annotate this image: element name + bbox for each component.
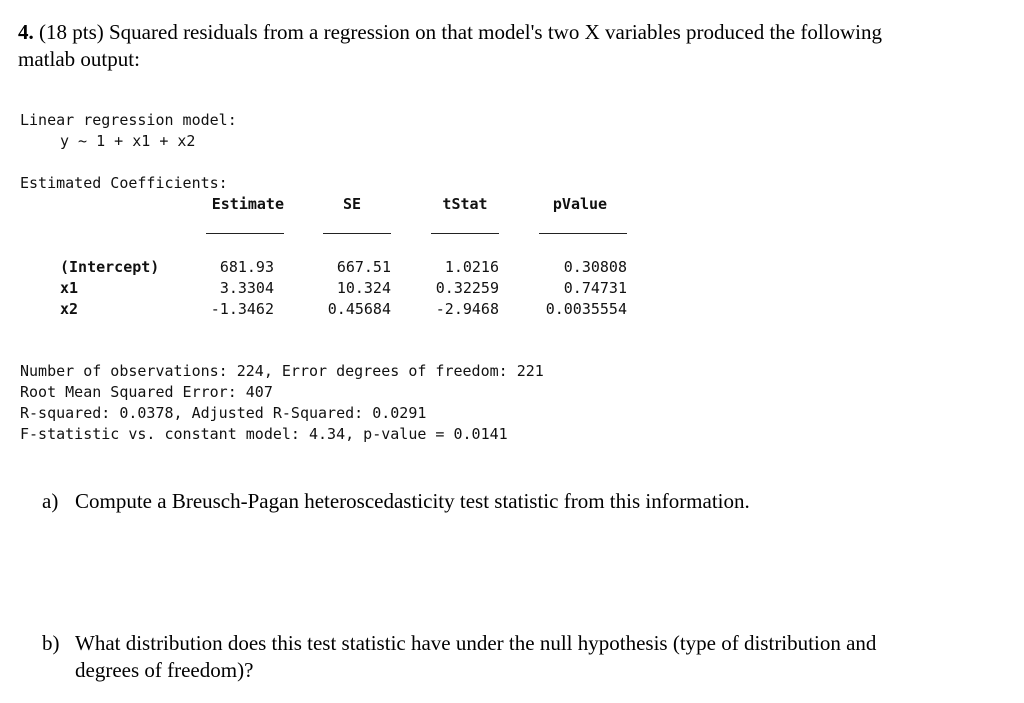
question-text-line2: matlab output:: [18, 47, 140, 71]
cell-tstat: -2.9468: [435, 300, 499, 318]
cell-pvalue: 0.0035554: [545, 300, 627, 318]
column-header-pvalue: pValue: [552, 195, 608, 213]
coefficients-title: Estimated Coefficients:: [20, 174, 228, 192]
row-label-intercept: (Intercept): [60, 258, 160, 276]
model-title: Linear regression model:: [20, 111, 237, 129]
column-header-estimate: Estimate: [211, 195, 284, 213]
part-b-label: b): [42, 631, 60, 655]
cell-tstat: 0.32259: [435, 279, 499, 297]
cell-estimate: 681.93: [219, 258, 274, 276]
stat-observations: Number of observations: 224, Error degrees of freedom: 221: [20, 362, 544, 380]
question-text-line1: Squared residuals from a regression on that model's two X variables produced the following: [109, 20, 883, 44]
question-number: 4.: [18, 20, 34, 44]
part-a-label: a): [42, 489, 59, 513]
column-rule-tstat: [431, 233, 499, 234]
model-formula: y ~ 1 + x1 + x2: [60, 132, 196, 150]
cell-se: 0.45684: [327, 300, 391, 318]
column-header-tstat: tStat: [442, 195, 488, 213]
cell-se: 667.51: [336, 258, 391, 276]
row-label-x2: x2: [60, 300, 79, 318]
question-points: (18 pts): [39, 20, 104, 44]
column-rule-pvalue: [539, 233, 627, 234]
cell-estimate: 3.3304: [219, 279, 274, 297]
row-label-x1: x1: [60, 279, 79, 297]
part-b-text: What distribution does this test statistic have under the null hypothesis (type of distribution and degrees of freedom)?: [75, 631, 877, 682]
column-rule-se: [323, 233, 391, 234]
cell-pvalue: 0.30808: [563, 258, 627, 276]
cell-tstat: 1.0216: [444, 258, 499, 276]
part-a-text: Compute a Breusch-Pagan heteroscedasticity test statistic from this information.: [75, 489, 750, 513]
stat-rmse: Root Mean Squared Error: 407: [20, 383, 273, 401]
stat-r-squared: R-squared: 0.0378, Adjusted R-Squared: 0.0291: [20, 404, 427, 422]
cell-pvalue: 0.74731: [563, 279, 627, 297]
question-header: [18, 19, 978, 73]
column-header-se: SE: [342, 195, 362, 213]
cell-estimate: -1.3462: [210, 300, 274, 318]
stat-f-statistic: F-statistic vs. constant model: 4.34, p-value = 0.0141: [20, 425, 508, 443]
column-rule-estimate: [206, 233, 284, 234]
cell-se: 10.324: [336, 279, 391, 297]
